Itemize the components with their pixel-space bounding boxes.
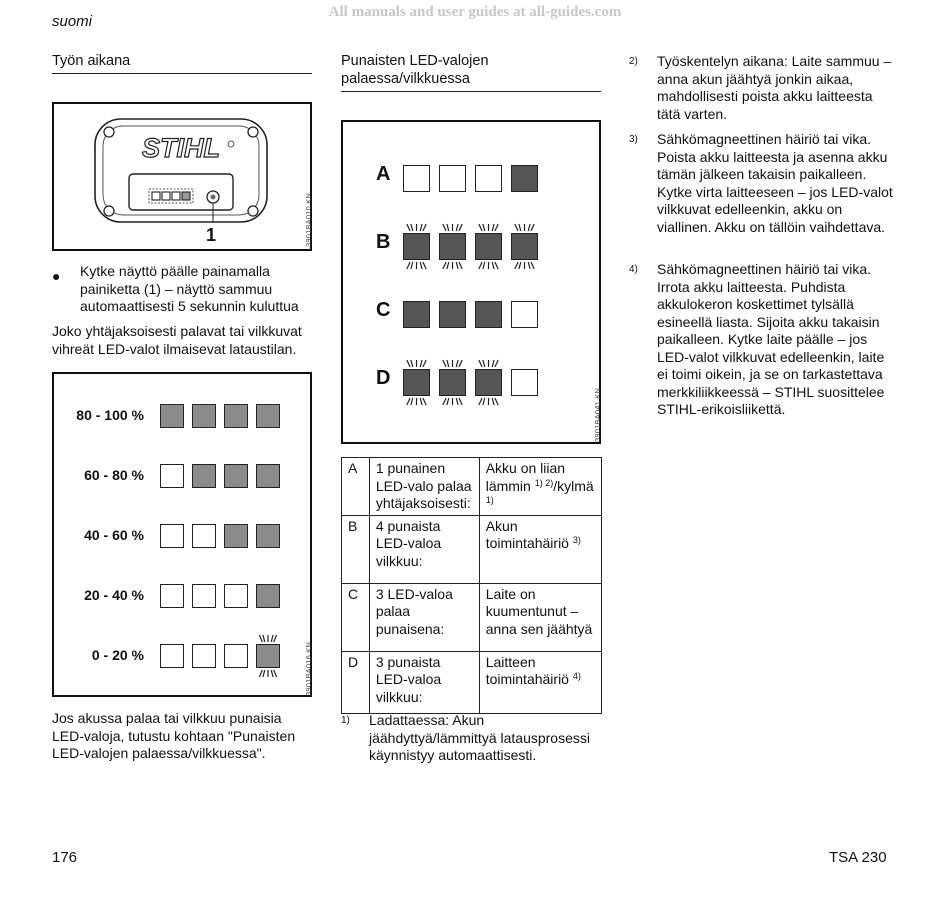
led-description: 3 punaista LED-valoa vilkkuu:	[369, 651, 479, 713]
led-off-indicator	[160, 464, 184, 488]
red-led-off-indicator	[511, 301, 538, 328]
meaning-text: Akku on liian lämmin	[485, 460, 566, 494]
footnote-number: 3)	[629, 134, 638, 145]
red-led-on-indicator	[403, 301, 430, 328]
led-off-indicator	[160, 584, 184, 608]
led-meaning	[479, 583, 601, 651]
table-row	[342, 515, 602, 583]
paragraph-red-leds-reference: Jos akussa palaa tai vilkkuu punaisia LED-valoja, tutustu kohtaan "Punaisten LED-valojen palaessa/vilkkuessa".	[52, 710, 296, 761]
led-meaning	[479, 515, 601, 583]
figure-code: 3901BA016 KN	[304, 641, 313, 696]
callout-number-1: 1	[206, 225, 217, 245]
row-key: D	[342, 651, 370, 713]
footnote-number: 4)	[629, 264, 638, 275]
blink-rays-icon	[463, 357, 514, 408]
footnote-1-number: 1)	[341, 715, 350, 726]
section-heading-during-work: Työn aikana	[52, 52, 312, 74]
led-description: 4 punaista LED-valoa vilkkuu:	[369, 515, 479, 583]
table-row	[342, 583, 602, 651]
red-led-on-indicator	[439, 301, 466, 328]
footnote-ref: 3)	[572, 535, 581, 545]
row-key: A	[342, 458, 370, 516]
bullet-icon: ●	[52, 268, 61, 284]
led-status-table	[341, 457, 602, 714]
led-on-indicator	[256, 404, 280, 428]
footnote-ref: 1) 2)	[534, 477, 554, 488]
led-off-indicator	[224, 584, 248, 608]
led-row-letter: A	[376, 163, 391, 185]
red-led-off-indicator	[403, 165, 430, 192]
red-led-on-indicator	[475, 301, 502, 328]
meaning-text: Laite on kuumentunut – anna sen jäähtyä	[485, 585, 593, 637]
blink-rays-icon	[244, 632, 292, 680]
red-led-states-figure	[341, 120, 601, 444]
led-on-indicator	[160, 404, 184, 428]
watermark: All manuals and user guides at all-guides.com	[328, 4, 622, 20]
stihl-logo: STIHL	[142, 133, 220, 163]
model-name: TSA 230	[829, 849, 887, 866]
meaning-text: Laitteen toimintahäiriö	[485, 653, 569, 687]
red-led-off-indicator	[511, 369, 538, 396]
led-on-indicator	[224, 464, 248, 488]
row-key: C	[342, 583, 370, 651]
language-label: suomi	[52, 13, 93, 30]
paragraph-led-status: Joko yhtäjaksoisesti palavat tai vilkkuvat vihreät LED-valot ilmaisevat lataustilan.	[52, 323, 302, 357]
led-on-indicator	[224, 524, 248, 548]
led-on-indicator	[192, 464, 216, 488]
led-off-indicator	[160, 644, 184, 668]
footnote-text: Työskentelyn aikana: Laite sammuu – anna akun jäähtyä jonkin aikaa, mahdollisesti poista akku laitteesta tätä varten.	[657, 53, 892, 122]
led-off-indicator	[192, 644, 216, 668]
footnote-text: Sähkömagneettinen häiriö tai vika. Irrota akku laitteesta. Puhdista akkulokeron koskettimet tylsällä esineellä liasta. Sijoita akku takaisin paikalleen. Kytke laite päälle – jos LED-valot vilkkuvat edelleenkin, laite ei toimi oikein, ja se on tarkastettava merkkiliikkeessä – STIHL suosittelee STIHL-erikoisliikettä.	[657, 261, 885, 417]
blink-rays-icon	[499, 221, 550, 272]
footnote-ref: 1)	[485, 495, 494, 505]
footnote-ref: 4)	[572, 671, 581, 681]
led-row-letter: D	[376, 367, 391, 389]
table-row	[342, 651, 602, 713]
battery-illustration	[54, 104, 310, 249]
led-off-indicator	[192, 524, 216, 548]
charge-level-label: 20 - 40 %	[84, 587, 144, 603]
led-on-indicator	[256, 524, 280, 548]
footnote-number: 2)	[629, 56, 638, 67]
led-row-letter: B	[376, 231, 391, 253]
led-off-indicator	[192, 584, 216, 608]
footnote-1-text: Ladattaessa: Akun jäähdyttyä/lämmittyä latausprosessi käynnistyy automaattisesti.	[369, 712, 590, 763]
charge-level-label: 80 - 100 %	[76, 407, 144, 423]
charge-level-label: 40 - 60 %	[84, 527, 144, 543]
figure-code: 3901BA010 KN	[304, 192, 313, 247]
battery-display-figure	[52, 102, 312, 251]
footnote-text: Sähkömagneettinen häiriö tai vika. Poista akku laitteesta ja asenna akku tämän jälkeen takaisin paikalleen. Kytke virta laitteeseen – jos LED-valot vilkkuvat edelleenkin, akku on viallinen. Akku on tällöin vaihdettava.	[657, 131, 893, 235]
meaning-text-cont: /kylmä	[553, 477, 594, 494]
section-heading-red-leds: Punaisten LED-valojen palaessa/vilkkuessa	[341, 52, 601, 92]
meaning-text: Akun toimintahäiriö	[485, 517, 569, 551]
led-on-indicator	[224, 404, 248, 428]
page-number: 176	[52, 849, 78, 866]
charge-level-label: 60 - 80 %	[84, 467, 144, 483]
led-on-indicator	[256, 464, 280, 488]
led-description: 1 punainen LED-valo palaa yhtäjaksoisesti:	[369, 458, 479, 516]
led-on-indicator	[256, 584, 280, 608]
table-row	[342, 458, 602, 516]
figure-code: 3901BA041 KN	[593, 387, 602, 442]
bullet-text: Kytke näyttö päälle painamalla painiketta (1) – näyttö sammuu automaattisesti 5 sekunnin kuluttua	[80, 263, 299, 314]
led-on-indicator	[192, 404, 216, 428]
red-led-off-indicator	[439, 165, 466, 192]
charge-level-label: 0 - 20 %	[91, 647, 144, 663]
red-led-off-indicator	[475, 165, 502, 192]
led-off-indicator	[160, 524, 184, 548]
row-key: B	[342, 515, 370, 583]
led-meaning	[479, 458, 601, 516]
led-row-letter: C	[376, 299, 391, 321]
red-led-on-indicator	[511, 165, 538, 192]
led-meaning	[479, 651, 601, 713]
led-description: 3 LED-valoa palaa punaisena:	[369, 583, 479, 651]
charge-level-figure	[52, 372, 312, 697]
